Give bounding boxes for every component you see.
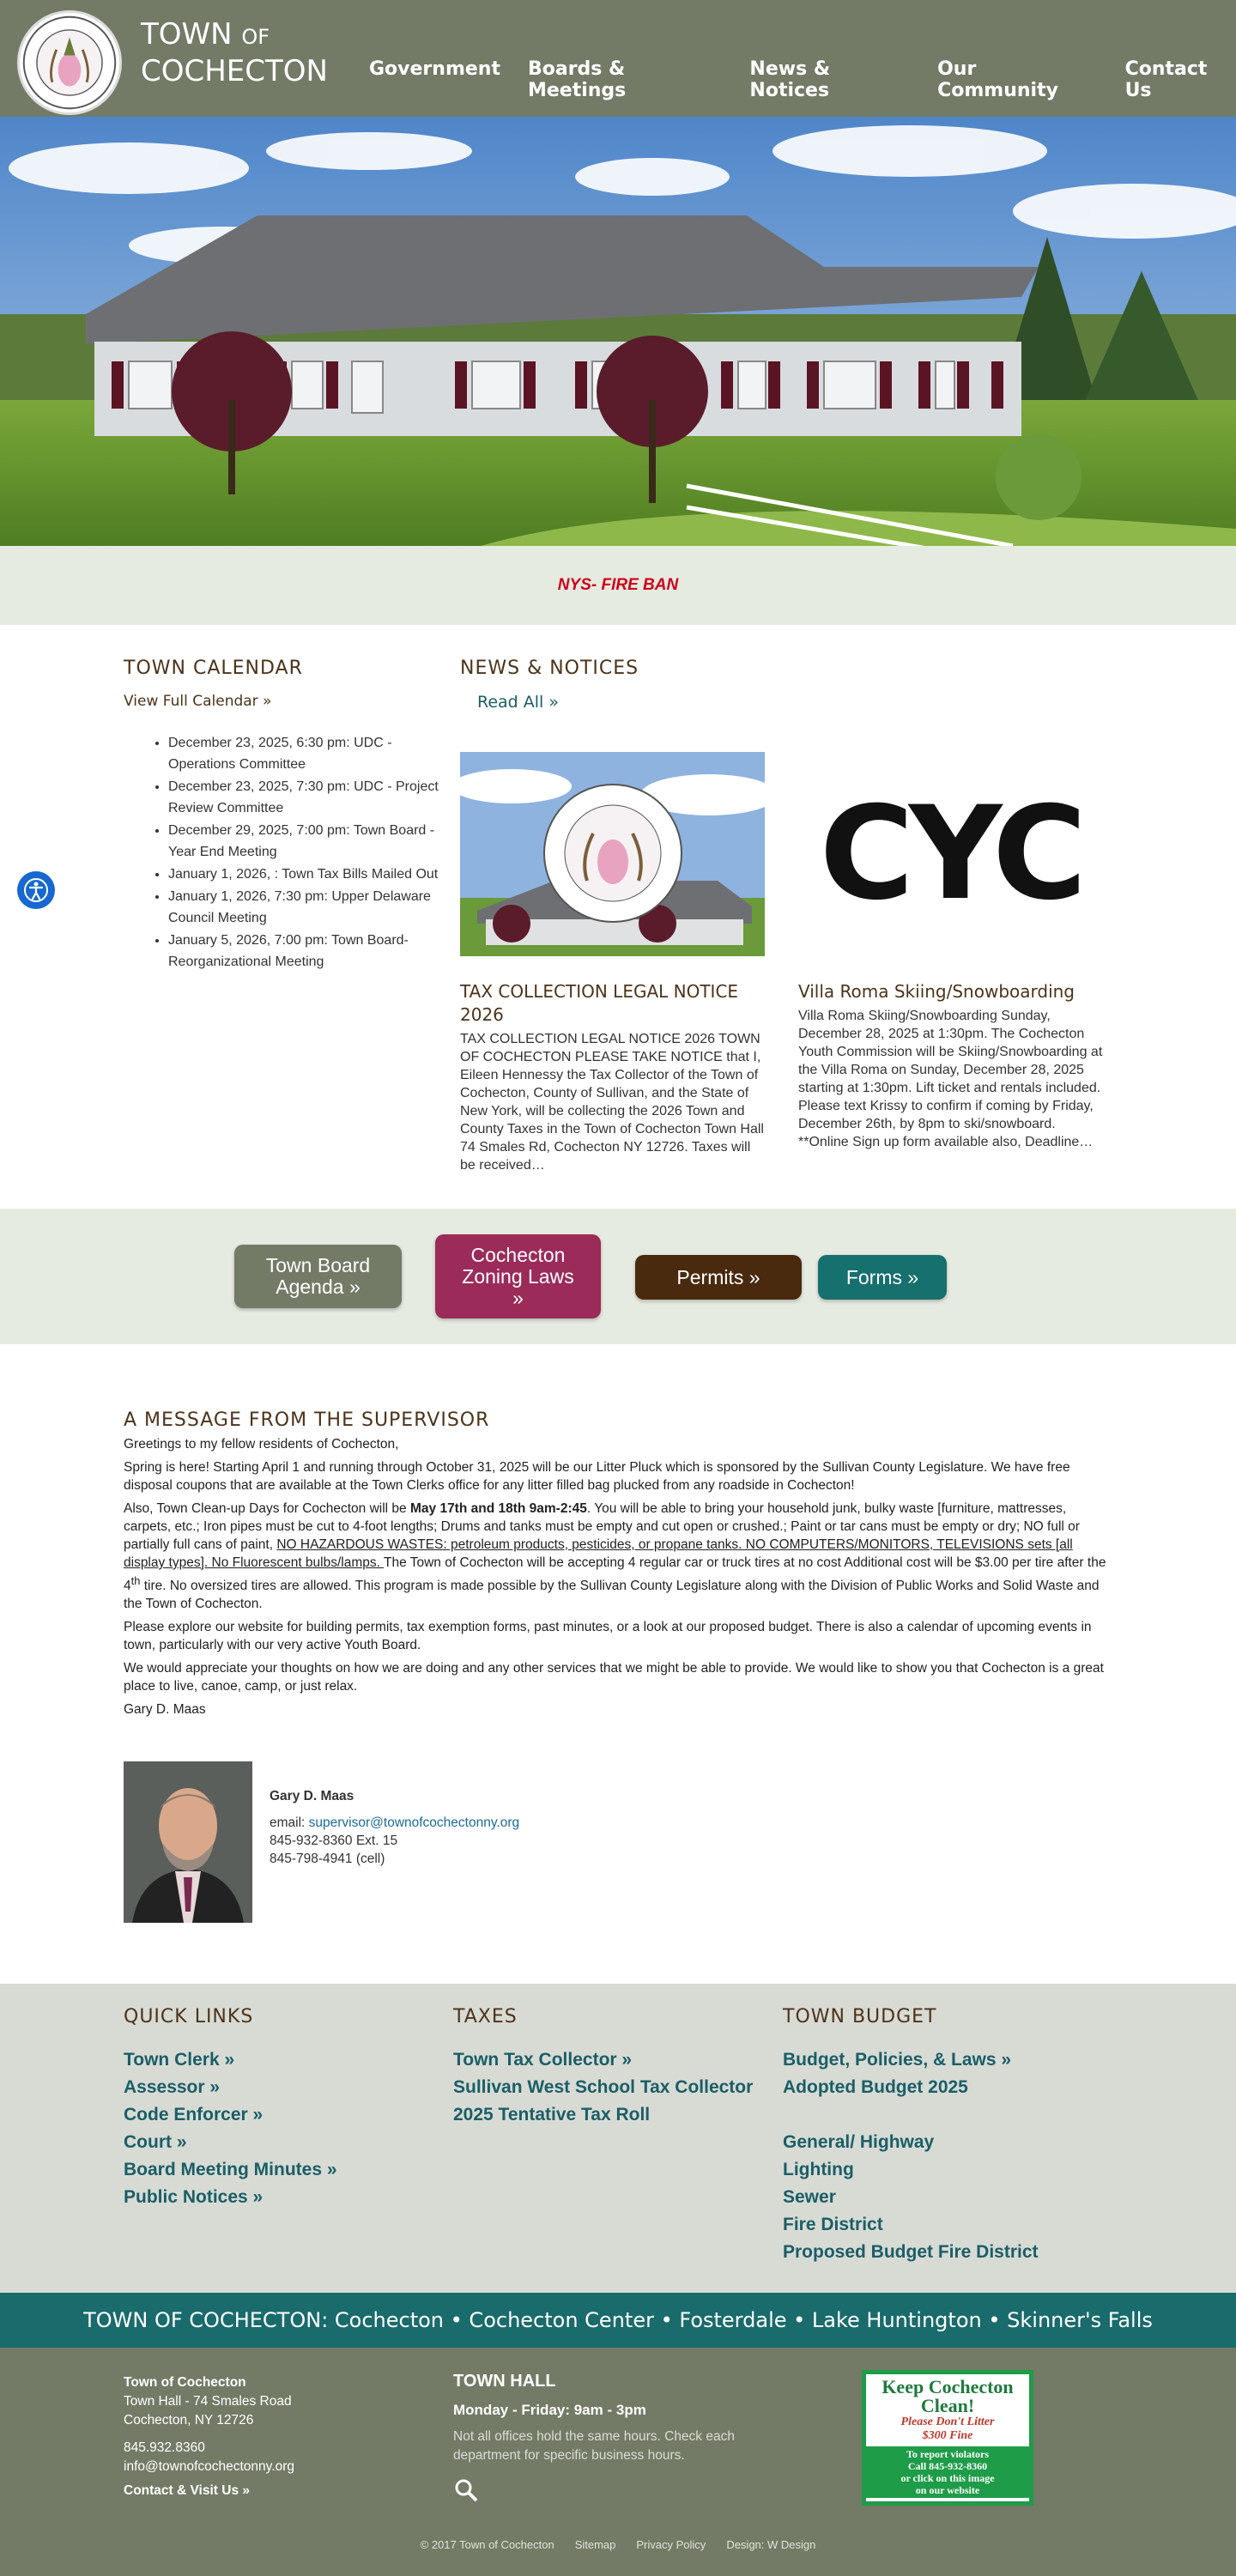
nav-government[interactable]: Government <box>369 58 500 80</box>
supervisor-contact <box>270 1787 519 1868</box>
quick-buttons-band <box>0 1209 1236 1344</box>
text-underline: NO HAZARDOUS WASTES: petroleum products, pesticides, or propane tanks. NO COMPUTERS/MONITORS, TELEVISIONS sets [all display types]. No Fluorescent bulbs/lamps. <box>124 1537 1073 1570</box>
link-school-tax-collector[interactable]: Sullivan West School Tax Collector <box>453 2077 754 2097</box>
title-town: TOWN <box>141 17 233 52</box>
news-thumbnail-cyc[interactable] <box>798 752 1103 956</box>
view-calendar-link[interactable] <box>124 693 458 710</box>
label: Code Enforcer <box>124 2105 248 2124</box>
footer-address <box>124 2373 294 2500</box>
text: . You will be able to bring your household junk, bulky waste [furniture, mattresses, carpets, etc.; Iron pipes must be cut to 4-foot lengths; Drums and tanks must be empty and cut open or crushed.; Paint or tar cans must be empty or dry; NO full or partially full cans of paint, <box>124 1501 1080 1552</box>
search-icon[interactable] <box>453 2477 479 2503</box>
footer-town-name: Town of Cochecton <box>124 2375 246 2390</box>
label: Budget, Policies, & Laws <box>783 2050 997 2070</box>
sign-line: $300 Fine <box>922 2429 973 2442</box>
sitemap-link[interactable]: Sitemap <box>574 2538 616 2551</box>
read-all-link[interactable] <box>477 693 1130 712</box>
town-seal-logo[interactable] <box>17 10 122 115</box>
nav-boards-meetings[interactable]: Boards & Meetings <box>527 58 627 101</box>
email-label: email: <box>270 1815 309 1830</box>
supervisor-email-link[interactable]: supervisor@townofcochectonny.org <box>308 1815 520 1830</box>
hamlets-lead: TOWN OF COCHECTON <box>83 2308 322 2332</box>
phone-cell: 845-798-4941 (cell) <box>270 1852 385 1866</box>
text: Also, Town Clean-up Days for Cochecton will be <box>124 1501 410 1516</box>
paragraph <box>124 1500 1112 1613</box>
double-chevron-down-right-icon: » <box>512 1286 524 1309</box>
town-board-agenda-button[interactable] <box>234 1245 402 1308</box>
main-content <box>0 625 1236 1209</box>
double-chevron-right-icon: » <box>348 1276 360 1298</box>
hours-note: Not all offices hold the same hours. Check each department for specific business hours. <box>453 2429 735 2463</box>
news-excerpt: Villa Roma Skiing/Snowboarding Sunday, December 28, 2025 at 1:30pm. The Cochecton Youth Commission will be Skiing/Snowboarding at the Villa Roma on Sunday, December 28, 2025 starting at 1:30pm. Lift ticket and rentals included. Please text Krissy to confirm if coming by Friday, December 26th, by 8pm to ski/snowboard. **Online Sign up form available also, Deadline… <box>798 1009 1103 1149</box>
label: Town Clerk <box>124 2050 220 2070</box>
link-general-highway[interactable]: General/ Highway <box>783 2132 935 2152</box>
hamlets-bar <box>0 2293 1236 2348</box>
link-board-minutes[interactable] <box>124 2156 337 2184</box>
link-tentative-tax-roll[interactable]: 2025 Tentative Tax Roll <box>453 2105 651 2124</box>
sign-report-box <box>866 2446 1029 2498</box>
sign-line: To report violators <box>906 2448 989 2460</box>
double-chevron-right-icon: » <box>224 2050 235 2070</box>
supervisor-heading: A MESSAGE FROM THE SUPERVISOR <box>124 1409 490 1431</box>
double-chevron-right-icon: » <box>252 2105 264 2124</box>
contact-visit-link[interactable] <box>124 2482 294 2500</box>
sign-line: on our website <box>915 2484 980 2496</box>
fire-ban-link[interactable]: NYS- FIRE BAN <box>557 576 679 594</box>
double-chevron-right-icon: » <box>548 693 560 712</box>
sign-line: Keep Cochecton <box>882 2376 1014 2397</box>
news-card[interactable] <box>798 752 1103 1151</box>
title-cochecton: COCHECTON <box>141 54 328 88</box>
calendar-event[interactable]: • January 1, 2026, 7:30 pm: Upper Delaware Council Meeting <box>168 886 458 929</box>
double-chevron-right-icon: » <box>1001 2050 1012 2070</box>
hero-image-town-hall <box>0 117 1236 546</box>
text: tire. No oversized tires are allowed. This program is made possible by the Sullivan County Legislature along with the Division of Public Works and Solid Waste and the Town of Cochecton. <box>124 1579 1100 1612</box>
main-nav <box>369 58 1236 101</box>
supervisor-letter <box>124 1435 1112 1724</box>
sign-line: Call 845-932-8360 <box>907 2460 988 2472</box>
text-bold: May 17th and 18th 9am-2:45 <box>409 1501 587 1516</box>
privacy-link[interactable]: Privacy Policy <box>636 2538 706 2551</box>
double-chevron-right-icon: » <box>263 693 272 710</box>
site-footer <box>0 2348 1236 2576</box>
hamlets-list: : Cochecton • Cochecton Center • Fosterdale • Lake Huntington • Skinner's Falls <box>321 2308 1153 2332</box>
button-label: Forms <box>845 1265 902 1288</box>
calendar-heading: TOWN CALENDAR <box>124 658 303 679</box>
link-sewer[interactable]: Sewer <box>783 2187 836 2207</box>
forms-button[interactable] <box>818 1255 947 1300</box>
calendar-event[interactable]: • December 23, 2025, 6:30 pm: UDC - Operations Committee <box>168 732 458 775</box>
view-calendar-label: View Full Calendar <box>124 693 258 710</box>
text: The Town of Cochecton will be accepting 4 regular car or truck tires at no cost Additional cost will be $3.00 per tire after the 4 <box>124 1555 1106 1594</box>
link-town-tax-collector[interactable] <box>453 2046 753 2074</box>
spacer <box>783 2101 1039 2129</box>
calendar-event[interactable]: • January 5, 2026, 7:00 pm: Town Board- Reorganizational Meeting <box>168 930 458 973</box>
news-card[interactable] <box>460 752 765 1174</box>
label: Public Notices <box>124 2187 248 2207</box>
link-lighting[interactable]: Lighting <box>783 2160 854 2179</box>
link-code-enforcer[interactable] <box>124 2101 337 2129</box>
double-chevron-right-icon: » <box>907 1265 919 1288</box>
footer-bottom-links <box>0 2538 1236 2551</box>
budget-heading: TOWN BUDGET <box>783 2006 937 2027</box>
paragraph: We would appreciate your thoughts on how we are doing and any other services that we might be able to provide. We would like to show you that Cochecton is a great place to live, canoe, camp, or just relax. <box>124 1661 1104 1694</box>
link-public-notices[interactable] <box>124 2184 337 2211</box>
link-town-clerk[interactable] <box>124 2046 337 2074</box>
footer-town-hall <box>453 2372 788 2503</box>
keep-clean-sign-image[interactable] <box>862 2370 1033 2506</box>
email-row <box>270 1814 519 1832</box>
copyright: © 2017 Town of Cochecton <box>420 2538 554 2551</box>
double-chevron-right-icon: » <box>621 2050 633 2070</box>
label: Board Meeting Minutes <box>124 2160 323 2179</box>
news-title[interactable]: TAX COLLECTION LEGAL NOTICE 2026 <box>460 981 739 1025</box>
link-assessor[interactable] <box>124 2074 337 2101</box>
link-budget-policies-laws[interactable] <box>783 2046 1039 2074</box>
double-chevron-right-icon: » <box>748 1265 760 1288</box>
design-credit-link[interactable]: Design: W Design <box>726 2538 816 2551</box>
button-line1: Cochecton <box>470 1243 566 1266</box>
footer-addr1: Town Hall - 74 Smales Road <box>124 2394 292 2409</box>
site-header <box>0 0 1236 117</box>
greeting: Greetings to my fellow residents of Cochecton, <box>124 1437 399 1452</box>
calendar-event-list <box>168 732 458 973</box>
signature: Gary D. Maas <box>124 1702 206 1718</box>
label: Town Tax Collector <box>453 2050 617 2070</box>
sign-line: Clean! <box>920 2395 975 2416</box>
read-all-label: Read All <box>477 693 544 712</box>
taxes-heading: TAXES <box>453 2006 518 2027</box>
news-thumbnail-seal[interactable] <box>460 752 765 956</box>
budget-column <box>783 2006 1039 2266</box>
sign-line: or click on this image <box>900 2472 995 2484</box>
button-label: Permits <box>676 1265 744 1288</box>
link-adopted-budget[interactable]: Adopted Budget 2025 <box>783 2077 968 2097</box>
calendar-event[interactable]: • January 1, 2026, : Town Tax Bills Mailed Out <box>168 864 458 885</box>
phone-office: 845-932-8360 Ext. 15 <box>270 1834 398 1848</box>
link-fire-district[interactable]: Fire District <box>783 2215 883 2234</box>
label: Contact & Visit Us <box>124 2483 239 2498</box>
town-hall-hours: Monday - Friday: 9am - 3pm <box>453 2402 646 2418</box>
news-heading: NEWS & NOTICES <box>460 658 639 679</box>
button-line2: Agenda <box>276 1276 344 1298</box>
town-hall-heading: TOWN HALL <box>453 2372 556 2391</box>
nav-contact-us[interactable]: Contact Us <box>1124 58 1208 101</box>
quick-links-section <box>0 1984 1236 2293</box>
news-notices <box>460 658 1130 1173</box>
accessibility-icon[interactable] <box>17 871 55 909</box>
link-proposed-fire-budget[interactable]: Proposed Budget Fire District <box>783 2242 1039 2262</box>
quick-links-heading: QUICK LINKS <box>124 2006 254 2027</box>
nav-our-community[interactable]: Our Community <box>937 58 1058 101</box>
label: Court <box>124 2132 172 2152</box>
title-of: OF <box>241 25 270 49</box>
calendar-event[interactable]: • December 29, 2025, 7:00 pm: Town Board - Year End Meeting <box>168 820 458 863</box>
news-excerpt: TAX COLLECTION LEGAL NOTICE 2026 TOWN OF COCHECTON PLEASE TAKE NOTICE that I, Eileen Hennessy the Tax Collector of the Town of Cochecton, County of Sullivan, and the State of New York, will be collecting the 2026 Town and County Taxes in the Town of Cochecton Town Hall 74 Smales Rd, Cochecton NY 12726. Taxes will be received… <box>460 1032 764 1173</box>
double-chevron-right-icon: » <box>252 2187 264 2207</box>
button-line1: Town Board <box>265 1254 371 1276</box>
cyc-logo: CYC <box>819 779 1082 929</box>
nav-news-notices[interactable]: News & Notices <box>749 58 831 101</box>
sign-line: Please Don't Litter <box>900 2415 995 2428</box>
quick-links-column <box>124 2006 337 2211</box>
footer-phone[interactable]: 845.932.8360 <box>124 2440 205 2455</box>
news-title[interactable]: Villa Roma Skiing/Snowboarding <box>798 981 1075 1002</box>
alert-banner <box>0 546 1236 625</box>
text-sup: th <box>130 1574 141 1587</box>
link-court[interactable] <box>124 2129 337 2156</box>
button-line2: Zoning Laws <box>462 1264 574 1288</box>
permits-button[interactable] <box>635 1255 802 1300</box>
footer-email[interactable]: info@townofcochectonny.org <box>124 2459 294 2474</box>
footer-addr2: Cochecton, NY 12726 <box>124 2413 254 2428</box>
site-title[interactable] <box>141 17 328 88</box>
double-chevron-right-icon: » <box>209 2077 221 2097</box>
paragraph: Please explore our website for building permits, tax exemption forms, past minutes, or a look at our proposed budget. There is also a calendar of upcoming events in town, particularly with our very active Youth Board. <box>124 1620 1092 1653</box>
supervisor-name: Gary D. Maas <box>270 1789 354 1803</box>
double-chevron-right-icon: » <box>242 2483 251 2498</box>
zoning-laws-button[interactable] <box>435 1234 601 1318</box>
taxes-column <box>453 2006 753 2129</box>
paragraph: Spring is here! Starting April 1 and running through October 31, 2025 will be our Litter Pluck which is sponsored by the Sullivan County Legislature. We have free disposal coupons that are available at the Town Clerks office for any litter filled bag plucked from any roadside in Cochecton! <box>124 1460 1070 1493</box>
supervisor-message <box>0 1344 1236 1984</box>
double-chevron-right-icon: » <box>176 2132 187 2152</box>
town-calendar <box>124 658 458 973</box>
label: Assessor <box>124 2077 205 2097</box>
supervisor-photo <box>124 1761 252 1923</box>
calendar-event[interactable]: • December 23, 2025, 7:30 pm: UDC - Project Review Committee <box>168 776 458 819</box>
double-chevron-right-icon: » <box>326 2160 337 2179</box>
